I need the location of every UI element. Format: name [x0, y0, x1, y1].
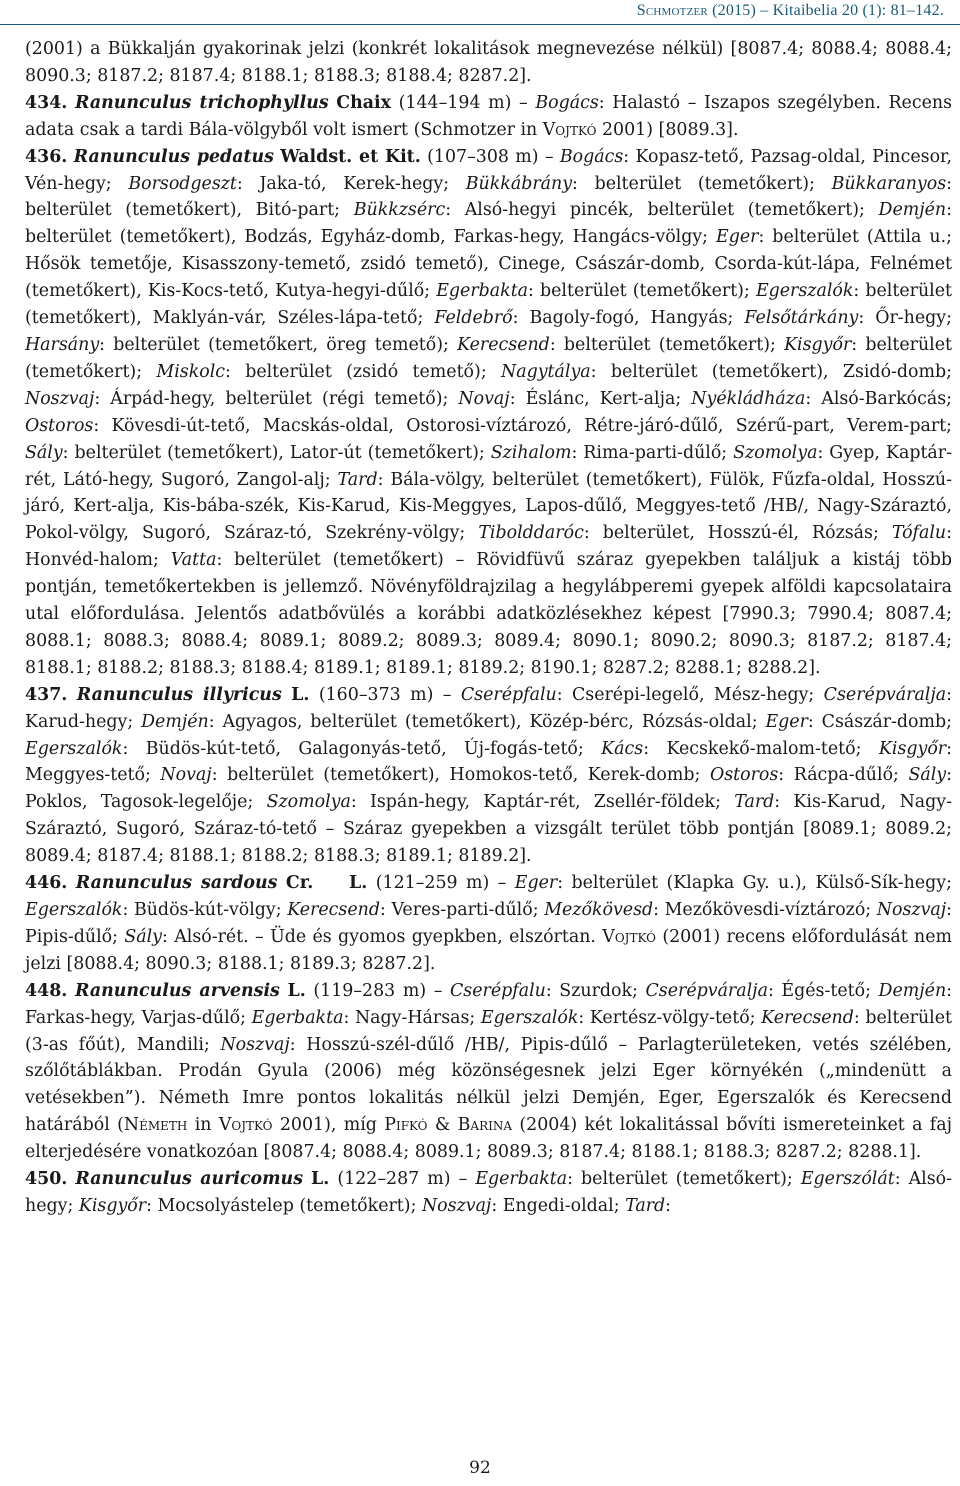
species-author: L.: [287, 980, 306, 1001]
species-author: Waldst. et Kit.: [280, 146, 421, 167]
entry-number: 436.: [25, 146, 68, 167]
entry-number: 448.: [25, 980, 68, 1001]
locality: Egerszalók: [25, 738, 123, 759]
species-name: Ranunculus trichophyllus: [74, 92, 329, 113]
locality: Egerszalók: [480, 1007, 579, 1028]
locality: Cserépfalu: [460, 684, 557, 705]
page-body: [25, 36, 952, 1220]
locality: Kisgyőr: [78, 1195, 147, 1216]
locality: Bogács: [535, 92, 599, 113]
continuation-paragraph: [25, 36, 952, 90]
species-author: L.: [291, 684, 310, 705]
locality: Feldebrő: [434, 308, 513, 329]
locality: Eger: [716, 227, 759, 248]
locality: Egerszólát: [800, 1169, 895, 1190]
locality: Cserépfalu: [450, 980, 546, 1001]
locality: Bogács: [559, 146, 624, 167]
cited-author: Vojtkó: [218, 1115, 273, 1136]
species-entry-437: 437. Ranunculus illyricus L. (160–373 m) – Cserépfalu: Cserépi-legelő, Mész-hegy; Cserépváralja: Karud-hegy; Demjén: Agyagos, belterület (temetőkert), Közép-bérc, Rózsás-oldal; Eger: Császár-domb; Egerszalók: Büdös-kút-tető, Galagonyás-tető, Új-fogás-tető; Kács: Kecskekő-malom-tető; Kisgyőr: Meggyes-tető; Novaj: belterület (temetőkert), Homokos-tető, Kerek-domb; Ostoros: Rácpa-dűlő; Sály: Poklos, Tagosok-legelője; Szomolya: Ispán-hegy, Kaptár-rét, Zsellér-földek; Tard: Kis-Karud, Nagy-Száraztó, Sugoró, Száraz-tó-tető – Száraz gyepekben a vizsgált terület több pontján [8089.1; 8089.2; 8089.4; 8187.4; 8188.1; 8188.2; 8188.3; 8189.1; 8189.2].: [25, 684, 953, 867]
header-rule: [0, 24, 960, 25]
species-name: Ranunculus sardous: [75, 873, 278, 894]
locality: Nagytálya: [501, 361, 591, 382]
locality: Demjén: [141, 711, 209, 732]
locality: Borsodgeszt: [128, 173, 237, 194]
species-entry-434: 434. Ranunculus trichophyllus Chaix (144–194 m) – Bogács: Halastó – Iszapos szegélyben. Recens adata csak a tardi Bála-völgyből volt ismert (Schmotzer in Vojtkó 2001) [8089.3].: [25, 92, 953, 140]
cited-author: Vojtkó: [602, 926, 656, 947]
locality: Kerecsend: [761, 1007, 854, 1028]
locality: Ostoros: [25, 415, 94, 436]
locality: Sály: [124, 926, 162, 947]
cited-author: Barina: [457, 1115, 513, 1136]
locality: Szomolya: [266, 792, 351, 813]
locality: Novaj: [458, 388, 510, 409]
locality: Vatta: [170, 550, 217, 571]
entry-number: 437.: [25, 684, 68, 705]
locality: Egerbakta: [436, 281, 529, 302]
locality: Ostoros: [709, 765, 779, 786]
locality: Miskolc: [156, 361, 226, 382]
locality: Tard: [625, 1195, 666, 1216]
locality: Egerszalók: [755, 281, 854, 302]
locality: Mezőkövesd: [544, 900, 654, 920]
continuation-text: (2001) a Bükkalján gyakorinak jelzi (konkrét lokalitások megnevezése nélkül) [8087.4; 8088.4; 8088.4; 8090.3; 8187.2; 8187.4; 8188.1; 8188.3; 8188.4; 8287.2].: [25, 39, 952, 86]
species-author: L.: [311, 1169, 330, 1190]
species-entry-436: 436. Ranunculus pedatus Waldst. et Kit. (107–308 m) – Bogács: Kopasz-tető, Pazsag-oldal, Pincesor, Vén-hegy; Borsodgeszt: Jaka-tó, Kerek-hegy; Bükkábrány: belterület (temetőkert); Bükkaranyos: belterület (temetőkert), Bitó-part; Bükkzsérc: Alsó-hegyi pincék, belterület (temetőkert); Demjén: belterület (temetőkert), Bodzás, Egyház-domb, Farkas-hegy, Hangács-völgy; Eger: belterület (Attila u.; Hősök temetője, Kisasszony-temető, zsidó temető), Cinege, Császár-domb, Csorda-kút-lápa, Felnémet (temetőkert), Kis-Kocs-tető, Kutya-hegyi-dűlő; Egerbakta: belterület (temetőkert); Egerszalók: belterület (temetőkert), Maklyán-vár, Széles-lápa-tető; Feldebrő: Bagoly-fogó, Hangyás; Felsőtárkány: Őr-hegy; Harsány: belterület (temetőkert, öreg temető); Kerecsend: belterület (temetőkert); Kisgyőr: belterület (temetőkert); Miskolc: belterület (zsidó temető); Nagytálya: belterület (temetőkert), Zsidó-domb; Noszvaj: Árpád-hegy, belterület (régi temető); Novaj: Éslánc, Kert-alja; Nyékládháza: Alsó-Barkócás; Ostoros: Kövesdi-út-tető, Macskás-oldal, Ostorosi-víztározó, Rétre-járó-dűlő, Szérű-part, Verem-part; Sály: belterület (temetőkert), Lator-út (temetőkert); Szihalom: Rima-parti-dűlő; Szomolya: Gyep, Kaptár-rét, Látó-hegy, Sugoró, Zangol-alj; Tard: Bála-völgy, belterület (temetőkert), Fülök, Fűzfa-oldal, Hosszú-járó, Kert-alja, Kis-bába-szék, Kis-Karud, Kis-Meggyes, Lapos-dűlő, Meggyes-tető /HB/, Nagy-Száraztó, Pokol-völgy, Sugoró, Száraz-tó, Szekrény-völgy; Tibolddaróc: belterület, Hosszú-él, Rózsás; Tófalu: Honvéd-halom; Vatta: belterület (temetőkert) – Rövidfüvű száraz gyepekben találjuk a kistáj több pontján, temetőkertekben is jellemző. Növényföldrajzilag a hegylábperemi gyepek alföldi kapcsolataira utal előfordulása. Jelentős adatbővülés a korábbi adatközlésekhez képest [7990.3; 7990.4; 8087.4; 8088.1; 8088.3; 8088.4; 8089.1; 8089.2; 8089.3; 8089.4; 8090.1; 8090.2; 8090.3; 8187.2; 8187.4; 8188.1; 8188.2; 8188.3; 8188.4; 8189.1; 8189.1; 8189.2; 8190.1; 8287.2; 8288.1; 8288.2].: [25, 146, 953, 678]
locality: Eger: [514, 873, 558, 894]
header-citation: (2015) – Kitaibelia 20 (1): 81–142.: [707, 2, 944, 19]
entry-number: 446.: [25, 873, 68, 894]
species-entry-446: 446. Ranunculus sardous Cr. L. (121–259 m) – Eger: belterület (Klapka Gy. u.), Külső-Sík-hegy; Egerszalók: Büdös-kút-völgy; Kerecsend: Veres-parti-dűlő; Mezőkövesd: Mezőkövesdi-víztározó; Noszvaj: Pipis-dűlő; Sály: Alsó-rét. – Üde és gyomos gyepkben, elszórtan. Vojtkó (2001) recens előfordulását nem jelzi [8088.4; 8090.3; 8188.1; 8189.3; 8287.2].: [25, 873, 953, 974]
cited-author: Pifkó: [384, 1115, 428, 1136]
header-author: Schmotzer: [636, 2, 708, 19]
locality: Nyékládháza: [691, 388, 806, 409]
species-name: Ranunculus pedatus: [73, 146, 274, 167]
species-name: Ranunculus arvensis: [74, 980, 280, 1001]
locality: Harsány: [25, 334, 100, 355]
running-header: [637, 2, 944, 20]
cited-author: Németh: [123, 1115, 188, 1136]
locality: Tófalu: [891, 523, 947, 544]
locality: Noszvaj: [25, 388, 95, 409]
species-author: Chaix: [336, 92, 392, 113]
locality: Eger: [765, 711, 808, 732]
locality: Cserépváralja: [645, 980, 768, 1001]
locality: Noszvaj: [421, 1195, 492, 1216]
locality: Cserépváralja: [823, 684, 947, 705]
locality: Bükkzsérc: [353, 200, 446, 221]
locality: Felsőtárkány: [744, 308, 859, 329]
entry-number: 434.: [25, 92, 68, 113]
locality: Egerszalók: [25, 900, 123, 920]
locality: Kerecsend: [457, 334, 550, 355]
species-entry-448: 448. Ranunculus arvensis L. (119–283 m) – Cserépfalu: Szurdok; Cserépváralja: Égés-tető; Demjén: Farkas-hegy, Varjas-dűlő; Egerbakta: Nagy-Hársas; Egerszalók: Kertész-völgy-tető; Kerecsend: belterület (3-as főút), Mandili; Noszvaj: Hosszú-szél-dűlő /HB/, Pipis-dűlő – Parlagterületeken, vetés szélében, szőlőtáblákban. Prodán Gyula (2006) még közönségesnek jelzi Eger környékén („mindenütt a vetésekben”). Németh Imre pontos lokalitás nélkül jelzi Demjén, Eger, Egerszalók és Kerecsend határából (Németh in Vojtkó 2001), míg Pifkó & Barina (2004) két lokalitással bővíti ismereteinket a faj elterjedésére vonatkozóan [8087.4; 8088.4; 8089.1; 8089.3; 8187.4; 8188.1; 8188.3; 8287.2; 8288.1].: [25, 980, 953, 1163]
species-entry-450: 450. Ranunculus auricomus L. (122–287 m) – Egerbakta: belterület (temetőkert); Egerszólát: Alsó-hegy; Kisgyőr: Mocsolyástelep (temetőkert); Noszvaj: Engedi-oldal; Tard:: [25, 1169, 953, 1216]
locality: Kisgyőr: [878, 738, 947, 759]
locality: Kerecsend: [287, 900, 380, 920]
entry-number: 450.: [25, 1169, 68, 1190]
locality: Sály: [908, 765, 947, 786]
locality: Tard: [337, 469, 378, 490]
species-name: Ranunculus auricomus: [75, 1169, 303, 1190]
locality: Sály: [25, 442, 63, 463]
locality: Demjén: [878, 980, 947, 1001]
locality: Tibolddaróc: [478, 523, 584, 544]
locality: Kács: [601, 738, 644, 759]
locality: Tard: [734, 792, 775, 813]
locality: Noszvaj: [876, 900, 947, 920]
locality: Demjén: [878, 200, 947, 221]
page-number: 92: [469, 1458, 491, 1478]
locality: Novaj: [160, 765, 212, 786]
cited-author: Vojtkó: [542, 119, 597, 140]
species-name: Ranunculus illyricus: [76, 684, 282, 705]
locality: Bükkábrány: [465, 173, 573, 194]
locality: Szihalom: [490, 442, 572, 463]
locality: Bükkaranyos: [831, 173, 947, 194]
locality: Noszvaj: [220, 1034, 290, 1055]
locality: Egerbakta: [251, 1007, 344, 1028]
locality: Egerbakta: [475, 1169, 568, 1190]
locality: Kisgyőr: [784, 334, 852, 355]
species-author: Cr. L.: [285, 873, 368, 894]
locality: Szomolya: [733, 442, 818, 463]
